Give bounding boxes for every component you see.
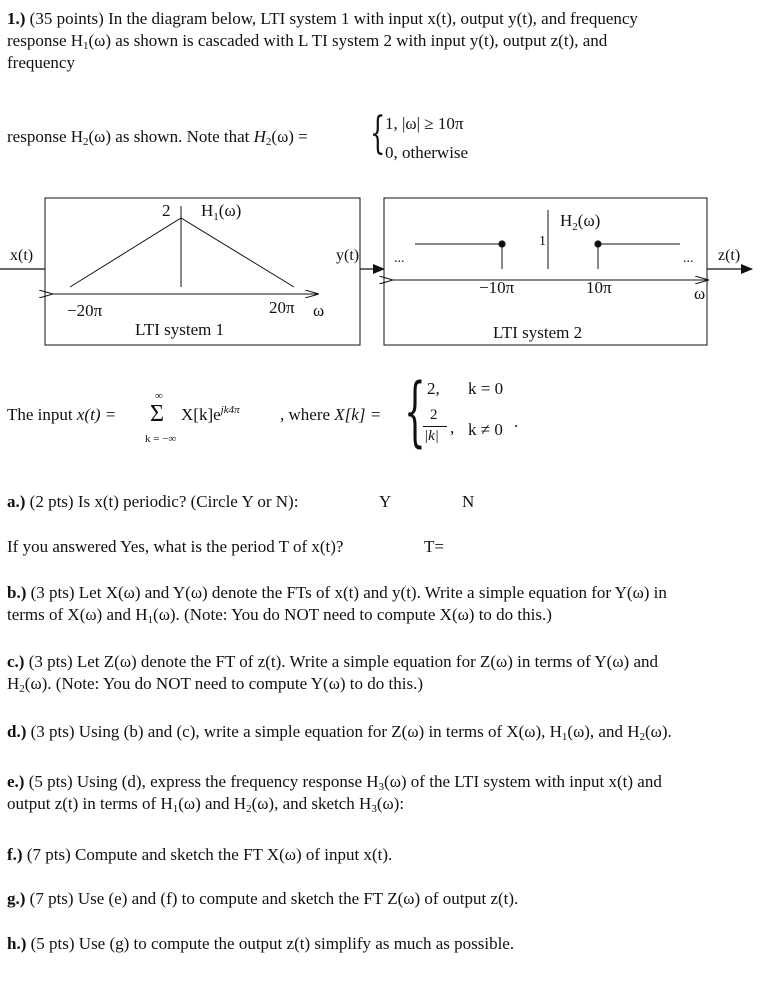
intro-line-2b: (ω) as shown is cascaded with L TI system 2 with input y(t), output z(t), and bbox=[88, 31, 608, 50]
sum-lower-limit: k = −∞ bbox=[145, 433, 177, 445]
part-a bbox=[7, 492, 298, 512]
part-b-line1: (3 pts) Let X(ω) and Y(ω) denote the FTs of x(t) and y(t). Write a simple equation for Y(ω) in bbox=[30, 583, 667, 602]
h1-triangle bbox=[70, 218, 294, 287]
part-c-line2a: H bbox=[7, 674, 20, 693]
sum-term bbox=[181, 405, 240, 425]
part-e-sub1: 3 bbox=[378, 781, 385, 793]
part-e-line2b: (ω) and H bbox=[178, 794, 247, 813]
part-e-line2a: output z(t) in terms of H bbox=[7, 794, 173, 813]
xk-fraction-bar bbox=[423, 426, 447, 427]
part-g-text: (7 pts) Use (e) and (f) to compute and sketch the FT Z(ω) of output z(t). bbox=[29, 889, 519, 908]
sum-term-text: X[k]e bbox=[181, 405, 221, 424]
part-b bbox=[7, 582, 763, 626]
xk-case1-value: 2, bbox=[427, 379, 440, 398]
h1-left-tick: −20π bbox=[67, 301, 103, 320]
part-d-sub1: 1 bbox=[561, 731, 568, 743]
input-label: x(t) bbox=[10, 247, 34, 264]
intro-line-2a: response H bbox=[7, 31, 84, 50]
part-c-line1: (3 pts) Let Z(ω) denote the FT of z(t). Write a simple equation for Z(ω) in terms of Y(ω) and bbox=[28, 652, 658, 671]
part-e-sub4: 3 bbox=[371, 803, 377, 815]
xk-case2-num: 2 bbox=[430, 407, 438, 423]
h2-def-lhs-sub: 2 bbox=[265, 136, 272, 148]
part-b-sub: 1 bbox=[147, 614, 154, 626]
h2-case-2: 0, otherwise bbox=[385, 143, 469, 162]
h2-def-lhs: H bbox=[253, 127, 266, 146]
h2-def-lhs-end: (ω) = bbox=[271, 127, 308, 146]
intro-line-1: In the diagram below, LTI system 1 with input x(t), output y(t), and frequency bbox=[108, 9, 638, 28]
part-a2-question: If you answered Yes, what is the period T of x(t)? bbox=[7, 537, 344, 556]
xk-period: . bbox=[514, 412, 519, 431]
part-e-line1b: (ω) of the LTI system with input x(t) and bbox=[384, 772, 662, 791]
xk-case1-cond: k = 0 bbox=[468, 379, 504, 398]
xk-brace: { bbox=[404, 366, 426, 455]
period-answer-field[interactable]: T= bbox=[424, 537, 444, 556]
block-diagram bbox=[0, 190, 771, 355]
part-d-label: d.) bbox=[7, 722, 27, 741]
h1-title: $H_1(\omega)$ bbox=[201, 201, 242, 223]
h2-level-label: 1 bbox=[539, 234, 546, 249]
part-b-label: b.) bbox=[7, 583, 27, 602]
xk-case2-den: |k| bbox=[424, 428, 439, 444]
sum-upper-limit: ∞ bbox=[155, 390, 163, 402]
part-g-label: g.) bbox=[7, 889, 26, 908]
h1-omega-label: ω bbox=[313, 301, 325, 320]
sum-exponent: jk4π bbox=[220, 404, 240, 416]
part-e-line1a: (5 pts) Using (d), express the frequency response H bbox=[28, 772, 379, 791]
sum-sign: Σ bbox=[150, 401, 164, 427]
input-def-prefix bbox=[7, 405, 116, 425]
h2-brace: { bbox=[370, 108, 386, 159]
part-e bbox=[7, 771, 763, 815]
part-e-sub2: 1 bbox=[172, 803, 179, 815]
h2-right-dots: ... bbox=[683, 251, 694, 266]
output-label: z(t) bbox=[718, 247, 741, 264]
sys1-caption: LTI system 1 bbox=[135, 320, 225, 339]
part-g bbox=[7, 889, 518, 909]
part-b-line2a: terms of X(ω) and H bbox=[7, 605, 148, 624]
h2-def-b: (ω) as shown. Note that bbox=[88, 127, 250, 146]
part-d-sub2: 2 bbox=[639, 731, 646, 743]
sys2-caption: LTI system 2 bbox=[493, 323, 583, 342]
h2-def-a: response H bbox=[7, 127, 84, 146]
h2-left-tick: −10π bbox=[479, 278, 515, 297]
h2-case-1: 1, |ω| ≥ 10π bbox=[385, 114, 464, 133]
input-where-text: , where bbox=[280, 405, 331, 424]
problem-intro bbox=[7, 8, 763, 74]
input-def-lhs: x(t) = bbox=[76, 405, 117, 424]
intro-line-3: frequency bbox=[7, 53, 75, 72]
part-f-label: f.) bbox=[7, 845, 23, 864]
h2-title: $H_2(\omega)$ bbox=[560, 211, 601, 233]
part-h-label: h.) bbox=[7, 934, 27, 953]
h2-left-dots: ... bbox=[394, 251, 405, 266]
input-def-prefix-text: The input bbox=[7, 405, 73, 424]
part-h bbox=[7, 934, 514, 954]
part-c-line2b: (ω). (Note: You do NOT need to compute Y(ω) to do this.) bbox=[24, 674, 424, 693]
part-c-label: c.) bbox=[7, 652, 25, 671]
part-f-text: (7 pts) Compute and sketch the FT X(ω) of input x(t). bbox=[26, 845, 393, 864]
part-e-line2c: (ω), and sketch H bbox=[251, 794, 372, 813]
part-e-label: e.) bbox=[7, 772, 25, 791]
part-d-text-a: (3 pts) Using (b) and (c), write a simple equation for Z(ω) in terms of X(ω), H bbox=[30, 722, 562, 741]
part-e-sub3: 2 bbox=[246, 803, 252, 815]
h2-def-sub: 2 bbox=[83, 136, 89, 148]
h2-right-dot bbox=[594, 240, 601, 247]
part-d-text-b: (ω), and H bbox=[567, 722, 640, 741]
part-c-sub: 2 bbox=[19, 683, 25, 695]
part-d-text-c: (ω). bbox=[645, 722, 672, 741]
h1-peak-label: 2 bbox=[162, 201, 171, 220]
part-d bbox=[7, 722, 672, 742]
circle-y-option[interactable]: Y bbox=[379, 492, 392, 511]
problem-points: (35 points) bbox=[29, 9, 104, 28]
y-label: y(t) bbox=[336, 247, 360, 264]
intro-line-2-sub: 1 bbox=[83, 40, 89, 52]
part-c bbox=[7, 651, 763, 695]
h1-right-tick: 20π bbox=[269, 298, 295, 317]
part-h-text: (5 pts) Use (g) to compute the output z(t) simplify as much as possible. bbox=[30, 934, 515, 953]
part-f bbox=[7, 845, 392, 865]
h2-left-dot bbox=[498, 240, 505, 247]
part-e-line2d: (ω): bbox=[376, 794, 405, 813]
part-a-label: a.) bbox=[7, 492, 26, 511]
part-a-text: (2 pts) Is x(t) periodic? (Circle Y or N): bbox=[29, 492, 299, 511]
input-where bbox=[280, 405, 381, 425]
xk-case2-cond: k ≠ 0 bbox=[468, 420, 503, 439]
h2-omega-label: ω bbox=[694, 284, 706, 303]
h2-right-tick: 10π bbox=[586, 278, 612, 297]
xk-lhs: X[k] = bbox=[334, 405, 382, 424]
h2-definition-text bbox=[7, 127, 308, 147]
problem-number: 1.) bbox=[7, 9, 26, 28]
xk-case2-comma: , bbox=[450, 418, 455, 437]
circle-n-option[interactable]: N bbox=[462, 492, 475, 511]
part-b-line2b: (ω). (Note: You do NOT need to compute X(ω) to do this.) bbox=[153, 605, 552, 624]
